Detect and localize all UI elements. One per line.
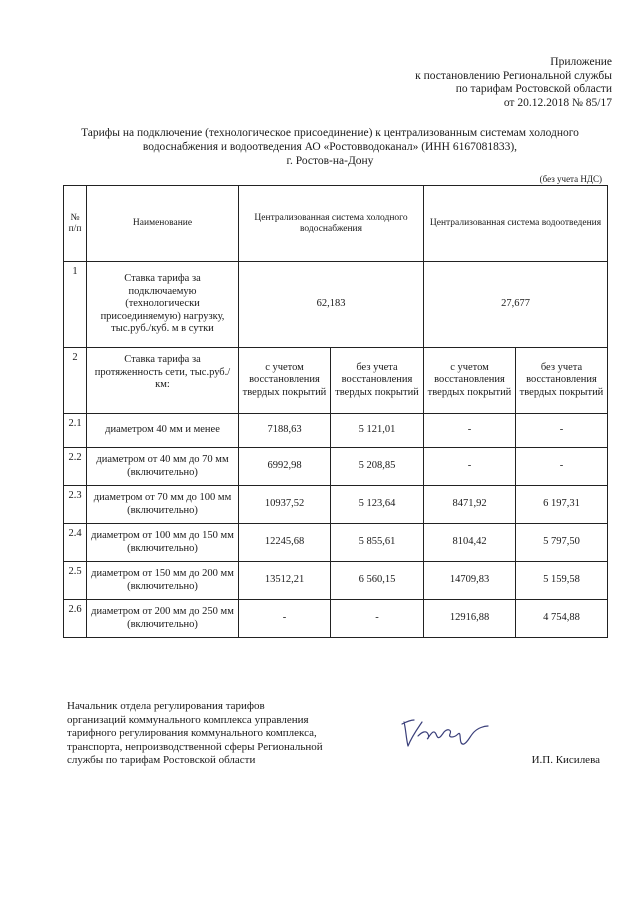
header-num: № п/п — [64, 186, 87, 262]
table-row — [64, 348, 608, 414]
row-num: 2 — [64, 348, 87, 414]
row-value: 8471,92 — [424, 486, 516, 524]
position-line: транспорта, непроизводственной сферы Региональной — [67, 740, 323, 753]
row-value: 12245,68 — [239, 524, 331, 562]
appendix-line: Приложение — [550, 56, 612, 68]
handwritten-signature — [398, 716, 490, 750]
row-name: Ставка тарифа за протяженность сети, тыс.руб./ км: — [87, 348, 239, 414]
row-value: 5 159,58 — [516, 562, 608, 600]
table-row — [64, 524, 608, 562]
row-num: 2.1 — [64, 414, 87, 448]
row-value: - — [424, 414, 516, 448]
row-value: - — [516, 414, 608, 448]
subheader-sewer-without: без учета восстановления твердых покрытий — [516, 348, 608, 414]
row-name: диаметром от 150 мм до 200 мм (включительно) — [87, 562, 239, 600]
title-line: Тарифы на подключение (технологическое присоединение) к централизованным системам холодного — [81, 127, 579, 139]
table-row — [64, 562, 608, 600]
row-num: 2.4 — [64, 524, 87, 562]
row-value: 5 855,61 — [331, 524, 424, 562]
header-name: Наименование — [87, 186, 239, 262]
position-line: организаций коммунального комплекса управления — [67, 713, 309, 726]
row-name: диаметром от 200 мм до 250 мм (включительно) — [87, 600, 239, 638]
document-title — [60, 126, 600, 168]
row-name: диаметром от 70 мм до 100 мм (включительно) — [87, 486, 239, 524]
row-num: 2.5 — [64, 562, 87, 600]
row-value: - — [239, 600, 331, 638]
row-value: 13512,21 — [239, 562, 331, 600]
title-line: г. Ростов-на-Дону — [286, 155, 374, 167]
row-value: 10937,52 — [239, 486, 331, 524]
row-name: Ставка тарифа за подключаемую (технологически присоединяемую) нагрузку, тыс.руб./куб. м в сутки — [87, 262, 239, 348]
row-value: 6 560,15 — [331, 562, 424, 600]
table-row — [64, 448, 608, 486]
row-value: 6992,98 — [239, 448, 331, 486]
position-line: службы по тарифам Ростовской области — [67, 754, 256, 766]
position-line: Начальник отдела регулирования тарифов — [67, 700, 265, 712]
row-name: диаметром 40 мм и менее — [87, 414, 239, 448]
row-name: диаметром от 40 мм до 70 мм (включительно) — [87, 448, 239, 486]
row-num: 1 — [64, 262, 87, 348]
subheader-sewer-with: с учетом восстановления твердых покрытий — [424, 348, 516, 414]
position-line: тарифного регулирования коммунального комплекса, — [67, 727, 317, 739]
tariff-table — [63, 185, 608, 638]
row-value: 14709,83 — [424, 562, 516, 600]
row-value: - — [331, 600, 424, 638]
row-value: - — [424, 448, 516, 486]
row-value: 5 797,50 — [516, 524, 608, 562]
table-row — [64, 262, 608, 348]
row-name: диаметром от 100 мм до 150 мм (включительно) — [87, 524, 239, 562]
header-sewer-system: Централизованная система водоотведения — [424, 186, 608, 262]
row-num: 2.6 — [64, 600, 87, 638]
subheader-water-with: с учетом восстановления твердых покрытий — [239, 348, 331, 414]
row-value: 7188,63 — [239, 414, 331, 448]
table-row — [64, 600, 608, 638]
appendix-line: к постановлению Региональной службы — [415, 69, 612, 82]
row-value: - — [516, 448, 608, 486]
subheader-water-without: без учета восстановления твердых покрытий — [331, 348, 424, 414]
row-value: 5 123,64 — [331, 486, 424, 524]
signatory-position — [67, 700, 367, 768]
table-row — [64, 486, 608, 524]
appendix-block — [312, 56, 612, 110]
row-value: 6 197,31 — [516, 486, 608, 524]
table-header-row — [64, 186, 608, 262]
row-value: 5 121,01 — [331, 414, 424, 448]
row-value: 8104,42 — [424, 524, 516, 562]
appendix-date: от 20.12.2018 № 85/17 — [503, 96, 612, 109]
row-water-value: 62,183 — [239, 262, 424, 348]
row-value: 4 754,88 — [516, 600, 608, 638]
vat-note: (без учета НДС) — [539, 174, 602, 184]
signatory-name: И.П. Кисилева — [531, 754, 600, 766]
row-value: 5 208,85 — [331, 448, 424, 486]
row-sewer-value: 27,677 — [424, 262, 608, 348]
title-line: водоснабжения и водоотведения АО «Ростовводоканал» (ИНН 6167081833), — [142, 141, 518, 153]
row-value: 12916,88 — [424, 600, 516, 638]
header-water-system: Централизованная система холодного водоснабжения — [239, 186, 424, 262]
table-row — [64, 414, 608, 448]
row-num: 2.3 — [64, 486, 87, 524]
row-num: 2.2 — [64, 448, 87, 486]
appendix-line: по тарифам Ростовской области — [455, 83, 612, 95]
